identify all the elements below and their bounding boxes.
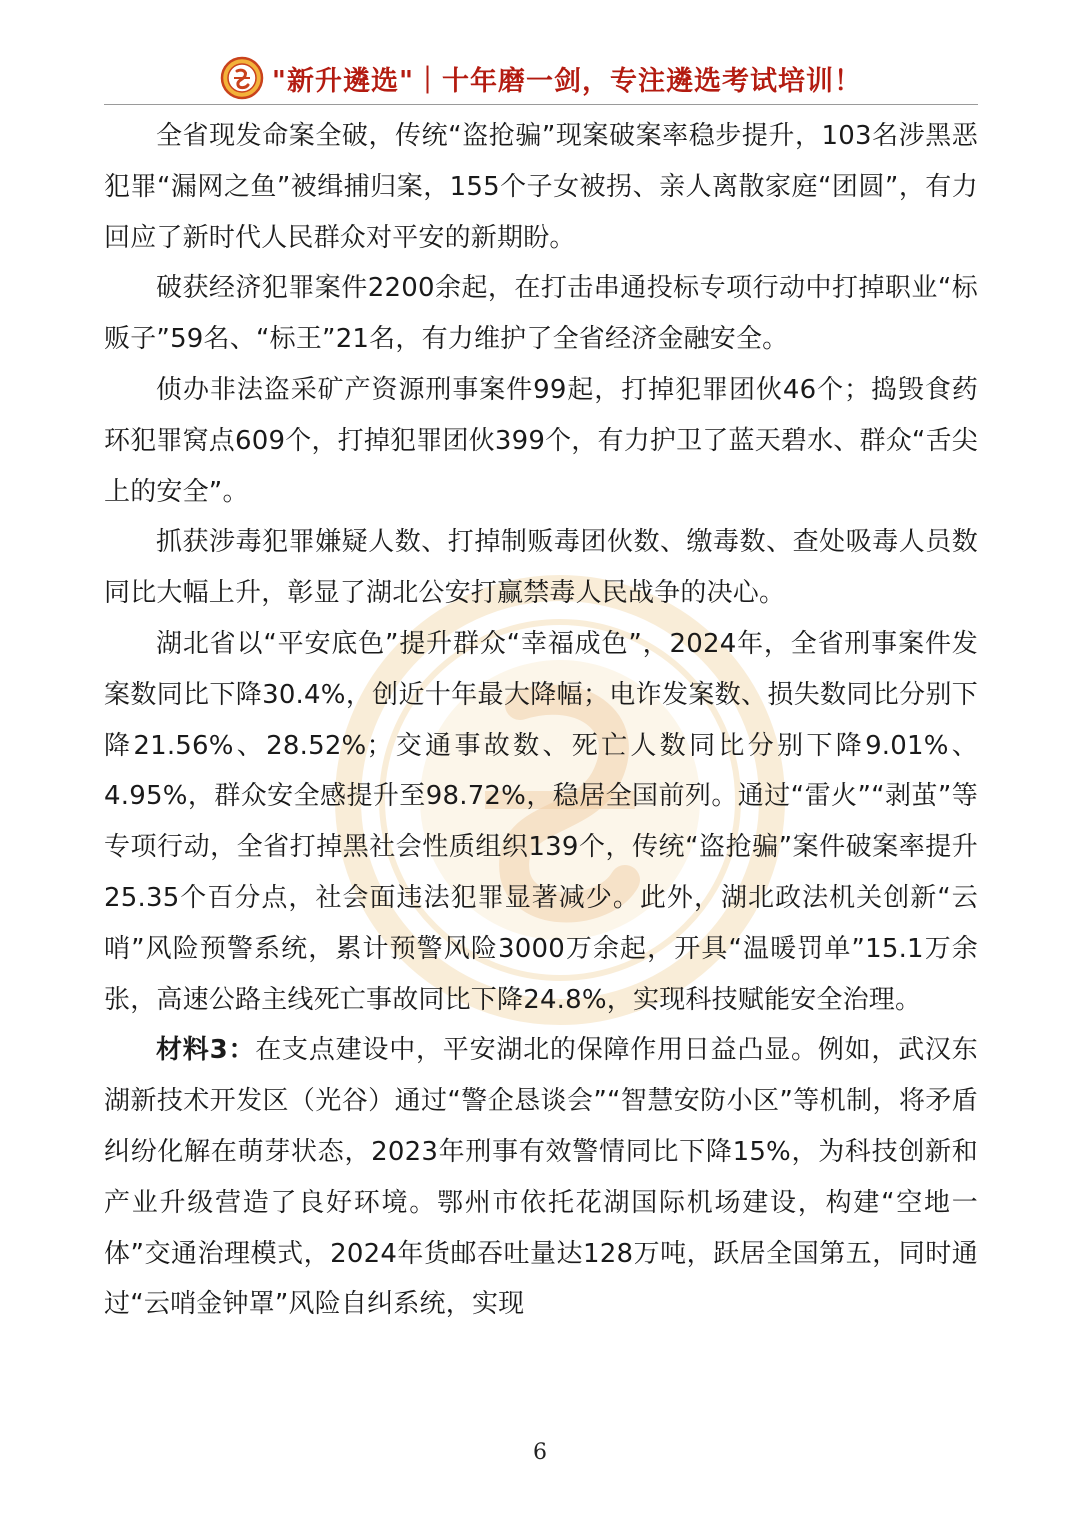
paragraph	[104, 263, 978, 365]
paragraph-text: 破获经济犯罪案件2200余起，在打击串通投标专项行动中打掉职业“标贩子”59名、“标王”21名，有力维护了全省经济金融安全。	[104, 273, 978, 355]
header-title: "新升遴选"｜十年磨一剑，专注遴选考试培训！	[271, 65, 863, 97]
paragraph-text: 侦办非法盗采矿产资源刑事案件99起，打掉犯罪团伙46个；捣毁食药环犯罪窝点609个，打掉犯罪团伙399个，有力护卫了蓝天碧水、群众“舌尖上的安全”。	[104, 374, 978, 507]
paragraph-text: 在支点建设中，平安湖北的保障作用日益凸显。例如，武汉东湖新技术开发区（光谷）通过“警企恳谈会”“智慧安防小区”等机制，将矛盾纠纷化解在萌芽状态，2023年刑事有效警情同比下降15%，为科技创新和产业升级营造了良好环境。鄂州市依托花湖国际机场建设，构建“空地一体”交通治理模式，2024年货邮吞吐量达128万吨，跃居全国第五，同时通过“云哨金钟罩”风险自纠系统，实现	[104, 1035, 978, 1320]
paragraph-text: 抓获涉毒犯罪嫌疑人数、打掉制贩毒团伙数、缴毒数、查处吸毒人员数同比大幅上升，彰显了湖北公安打赢禁毒人民战争的决心。	[104, 527, 978, 609]
paragraph	[104, 517, 978, 619]
page-header	[104, 52, 978, 105]
paragraph	[104, 619, 978, 1025]
body-content	[104, 111, 978, 1330]
paragraph	[104, 1025, 978, 1330]
paragraph-text: 全省现发命案全破，传统“盗抢骗”现案破案率稳步提升，103名涉黑恶犯罪“漏网之鱼”被缉捕归案，155个子女被拐、亲人离散家庭“团圆”，有力回应了新时代人民群众对平安的新期盼。	[104, 121, 978, 253]
paragraph	[104, 365, 978, 517]
paragraph-text: 湖北省以“平安底色”提升群众“幸福成色”，2024年，全省刑事案件发案数同比下降30.4%，创近十年最大降幅；电诈发案数、损失数同比分别下降21.56%、28.52%；交通事故数、死亡人数同比分别下降9.01%、4.95%，群众安全感提升至98.72%，稳居全国前列。通过“雷火”“剥茧”等专项行动，全省打掉黑社会性质组织139个，传统“盗抢骗”案件破案率提升25.35个百分点，社会面违法犯罪显著减少。此外，湖北政法机关创新“云哨”风险预警系统，累计预警风险3000万余起，开具“温暖罚单”15.1万余张，高速公路主线死亡事故同比下降24.8%，实现科技赋能安全治理。	[104, 628, 978, 1015]
logo-icon	[220, 56, 264, 100]
page-number: 6	[533, 1440, 547, 1465]
paragraph	[104, 111, 978, 263]
paragraph-lead: 材料3：	[156, 1035, 256, 1066]
